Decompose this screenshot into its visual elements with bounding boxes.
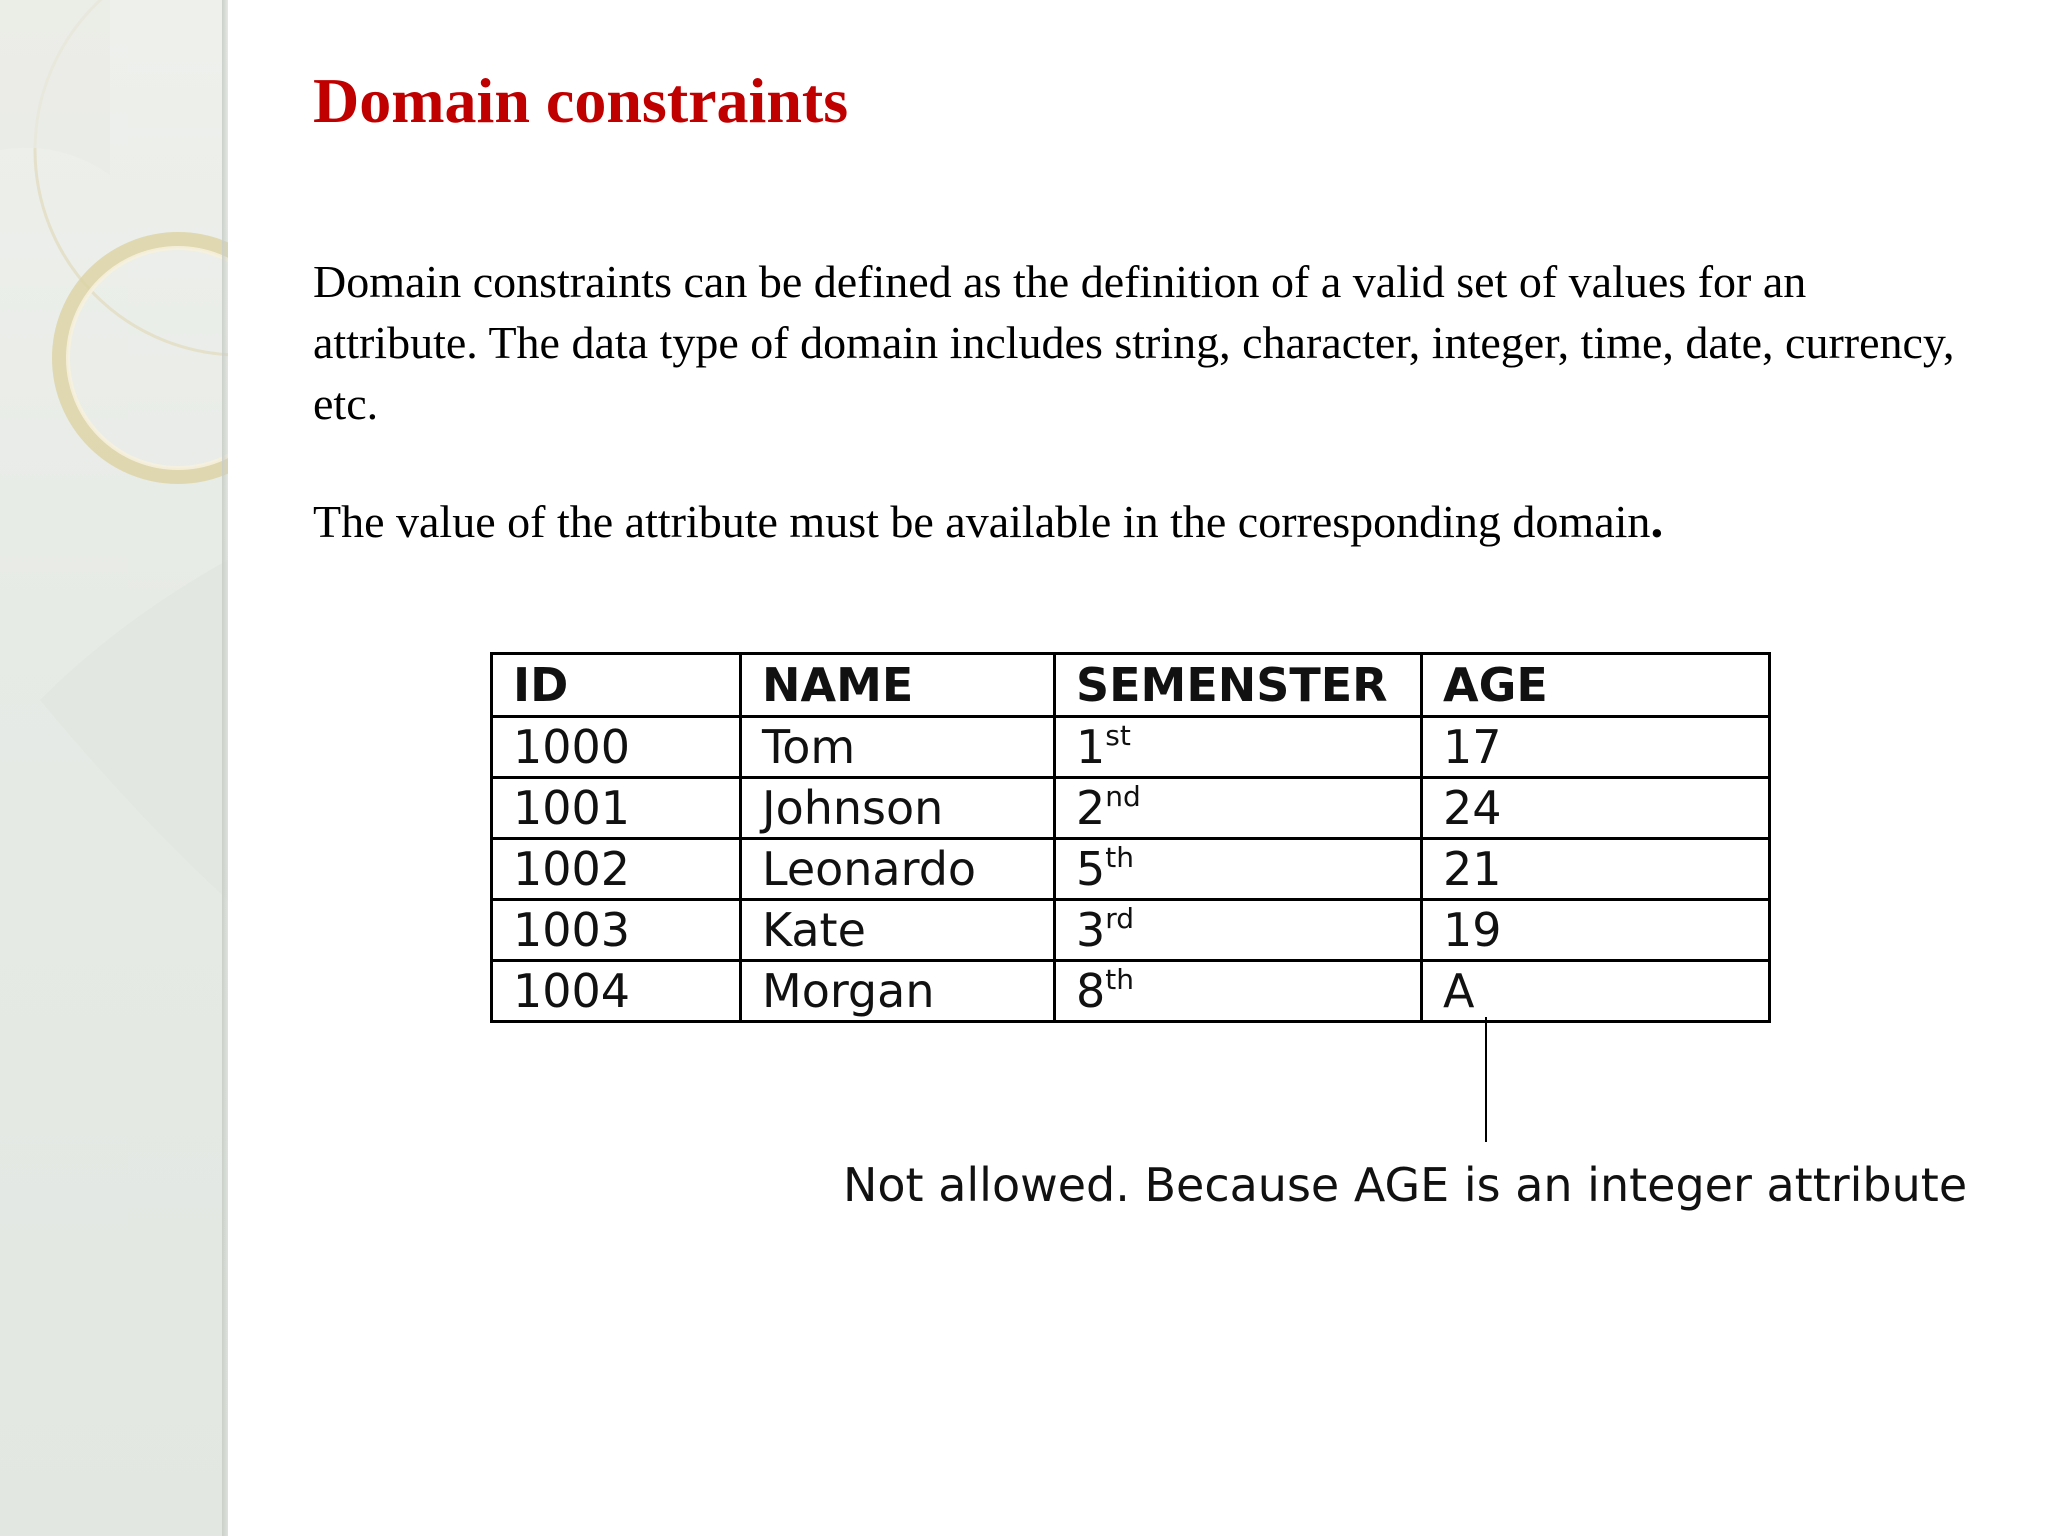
semester-suffix: th [1105, 963, 1135, 996]
cell-id: 1003 [492, 900, 741, 961]
cell-semester [1055, 778, 1422, 839]
cell-semester [1055, 839, 1422, 900]
header-id: ID [492, 654, 741, 717]
cell-semester [1055, 717, 1422, 778]
semester-number: 3 [1076, 903, 1106, 957]
cell-name: Leonardo [741, 839, 1055, 900]
cell-age-invalid: A [1422, 961, 1770, 1022]
cell-id: 1002 [492, 839, 741, 900]
semester-number: 5 [1076, 842, 1106, 896]
semester-suffix: nd [1105, 780, 1141, 813]
domain-rule-text: The value of the attribute must be available in the corresponding domain [313, 496, 1651, 547]
definition-paragraph: Domain constraints can be defined as the definition of a valid set of values for an attribute. The data type of domain includes string, character, integer, time, date, currency, etc. [313, 256, 1955, 429]
table-row [492, 961, 1770, 1022]
cell-semester [1055, 900, 1422, 961]
cell-age: 17 [1422, 717, 1770, 778]
semester-suffix: rd [1105, 902, 1135, 935]
cell-age: 19 [1422, 900, 1770, 961]
cell-age: 24 [1422, 778, 1770, 839]
cell-name: Tom [741, 717, 1055, 778]
semester-number: 8 [1076, 964, 1106, 1018]
table-row [492, 839, 1770, 900]
annotation-pointer-line [1485, 1017, 1487, 1142]
header-name: NAME [741, 654, 1055, 717]
domain-rule-paragraph [313, 490, 1973, 552]
domain-rule-period: . [1650, 492, 1664, 549]
semester-suffix: th [1105, 841, 1135, 874]
semester-suffix: st [1105, 719, 1131, 752]
cell-age: 21 [1422, 839, 1770, 900]
table-row [492, 900, 1770, 961]
cell-id: 1004 [492, 961, 741, 1022]
table-row [492, 778, 1770, 839]
cell-name: Morgan [741, 961, 1055, 1022]
table-header-row [492, 654, 1770, 717]
slide-title: Domain constraints [313, 65, 849, 136]
table-row [492, 717, 1770, 778]
header-semester: SEMENSTER [1055, 654, 1422, 717]
cell-id: 1000 [492, 717, 741, 778]
semester-number: 2 [1076, 781, 1106, 835]
semester-number: 1 [1076, 720, 1106, 774]
cell-semester [1055, 961, 1422, 1022]
cell-name: Kate [741, 900, 1055, 961]
cell-id: 1001 [492, 778, 741, 839]
header-age: AGE [1422, 654, 1770, 717]
cell-name: Johnson [741, 778, 1055, 839]
annotation-note: Not allowed. Because AGE is an integer attribute [843, 1158, 1968, 1212]
student-table [490, 652, 1771, 1023]
